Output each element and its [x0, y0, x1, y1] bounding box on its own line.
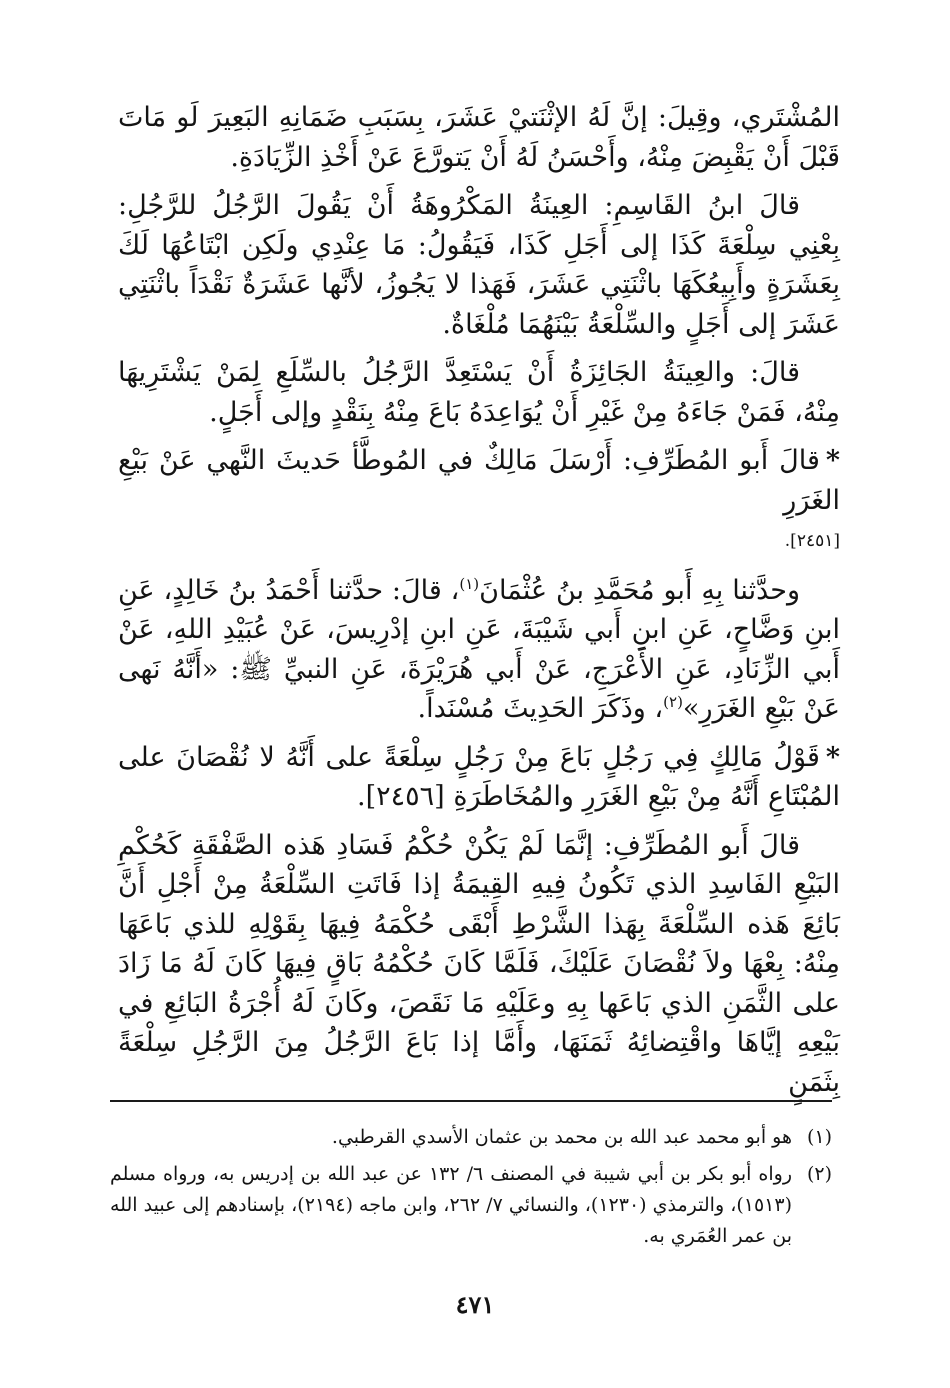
paragraph-ibn-alqasim: قالَ ابنُ القَاسِمِ: العِينَةُ المَكْرُوهَةُ أَنْ يَقُولَ الرَّجُلُ للرَّجُلِ: بِعْنِي سِلْعَةَ كَذَا إلى أَجَلِ كَذَا، فَيَقُولُ: مَا عِنْدِي ولَكِن ابْتَاعُهَا لَكَ بِعَشَرَةٍ وأَبِيعُكَهَا باثْنَتِي عَشَرَ، فَهَذا لا يَجُوزُ، لأنَّها عَشَرَةٌ نَقْدَاً باثْنَتِي عَشَرَ إلى أَجَلٍ والسِّلْعَةُ بَيْنَهُمَا مُلْغَاةٌ. — [118, 190, 840, 340]
footnote-text: رواه أبو بكر بن أبي شيبة في المصنف ٦/ ١٣٢ عن عبد الله بن إدريس به، ورواه مسلم (١٥١٣)، والترمذي (١٢٣٠)، والنسائي ٧/ ٢٦٢، وابن ماجه (٢١٩٤)، بإسنادهم إلى عبيد الله بن عمر العُمَري به. — [110, 1163, 792, 1247]
star-marker: * — [825, 741, 840, 773]
narration-part-3: ، وذَكَرَ الحَدِيثَ مُسْنَداً. — [417, 693, 664, 724]
page-number: ٤٧١ — [455, 1290, 495, 1319]
footnote-2 — [110, 1159, 832, 1252]
narration-paragraph — [118, 571, 840, 729]
bullet-1-text: قالَ أَبو المُطَرِّفِ: أَرْسَلَ مَالِكٌ في المُوطَّأ حَديثَ النَّهي عَنْ بَيْعِ الغَرَرِ — [118, 445, 840, 516]
footnote-marker-1: (١) — [459, 574, 480, 593]
reference-number: [٢٤٥٦]. — [357, 781, 445, 812]
footnote-marker-2: (٢) — [663, 693, 683, 711]
narration-part-1: وحدَّثنا بِهِ أَبو مُحَمَّدِ بنُ عُثْمَانَ — [479, 574, 800, 606]
paragraph-1: المُشْتَري، وقِيلَ: إنَّ لَهُ الإثْنَتيْ عَشَرَ، بِسَبَبِ ضَمَانِهِ البَعِيرَ لَو مَاتَ قَبْلَ أَنْ يَقْبِضَ مِنْهُ، وأَحْسَنُ لَهُ أَنْ يَتورَّعَ عَنْ أَخْذِ الزِّيَادَةِ. — [118, 102, 840, 173]
reference-number: [٢٤٥١]. — [784, 531, 840, 551]
narration-part-2: ، قالَ: حدَّثنا أَحْمَدُ بنُ خَالِدٍ، عَنِ ابنِ وَضَّاحٍ، عَنِ ابنِ أَبي شَيْبَةَ، عَنِ ابنِ إدْرِيسَ، عَنْ عُبَيْدِ اللهِ، عَنْ أَبي الزِّنَادِ، عَنِ الأَعْرَجِ، عَنْ أَبي هُرَيْرَةَ، عَنِ النبيِّ ﷺ: «أَنَّهُ نَهى عَنْ بَيْعِ الغَرَرِ» — [118, 574, 840, 724]
bullet-paragraph-2 — [118, 738, 840, 817]
footnotes — [110, 1122, 832, 1258]
footnote-number: (٢) — [806, 1163, 832, 1185]
footnote-text: هو أبو محمد عبد الله بن محمد بن عثمان الأسدي القرطبي. — [331, 1126, 792, 1148]
star-marker: * — [825, 445, 840, 476]
bullet-paragraph-1 — [118, 441, 840, 562]
final-paragraph: قالَ أَبو المُطَرِّفِ: إنَّمَا لَمْ يَكُنْ حُكْمُ فَسَادِ هَذه الصَّفْقَةِ كَحُكْمِ البَيْعِ الفَاسِدِ الذي تَكُونُ فِيهِ القِيمَةُ إذا فَاتَتِ السِّلْعَةُ مِنْ أَجْلِ أَنَّ بَائِعَ هَذه السِّلْعَةَ بِهَذا الشَّرْطِ أَبْقَى حُكْمَهُ فِيهَا بِقَوْلِهِ للذي بَاعَهَا مِنْهُ: بِعْهَا ولاَ نُقْصَانَ عَلَيْكَ، فَلَمَّا كَانَ حُكْمُهُ بَاقٍ فِيهَا كَانَ لَهُ مَا زَادَ على الثَّمَنِ الذي بَاعَها بِهِ وعَلَيْهِ مَا نَقَصَ، وكَانَ لَهُ أُجْرَةُ البَائِعِ في بَيْعِهِ إيَّاهَا واقْتِضائِهُ ثَمَنَهَا، وأَمَّا إذا بَاعَ الرَّجُلُ مِنَ الرَّجُلِ سِلْعَةً بِثَمَنٍ — [118, 829, 840, 1098]
page-body — [118, 98, 840, 1111]
footnote-number: (١) — [806, 1126, 832, 1148]
bullet-2-text: قَوْلُ مَالِكٍ فِي رَجُلٍ بَاعَ مِنْ رَجُلٍ سِلْعَةً على أَنَّهُ لا نُقْصَانَ على المُبْتَاعِ أَنَّهُ مِنْ بَيْعِ الغَرَرِ والمُخَاطَرَةِ — [118, 741, 840, 812]
footnote-divider — [110, 1100, 832, 1102]
footnote-1 — [110, 1122, 832, 1153]
paragraph-jaiza: قالَ: والعِينَةُ الجَائِزَةُ أَنْ يَسْتَعِدَّ الرَّجُلُ بالسِّلَعِ لِمَنْ يَشْتَرِيهَا مِنْهُ، فَمَنْ جَاءَهُ مِنْ غَيْرِ أَنْ يُوَاعِدَهُ بَاعَ مِنْهُ بِنَقْدٍ وإلى أَجَلٍ. — [118, 357, 840, 428]
